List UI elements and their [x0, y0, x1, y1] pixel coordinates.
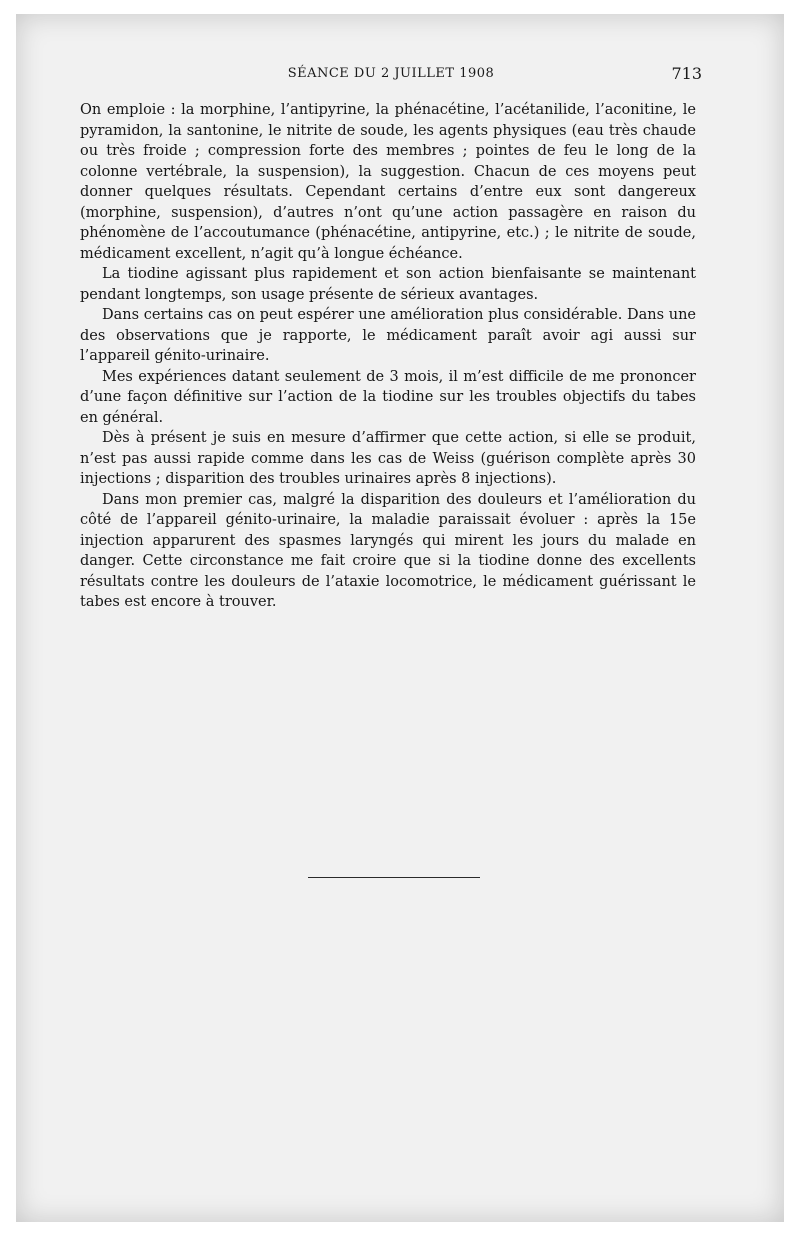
paragraph-first-case: Dans mon premier cas, malgré la disparition des douleurs et l’amélioration du côté de l’appareil génito-urinaire, la maladie paraissait évoluer : après la 15e injection apparurent des spasmes laryngés qui mirent les jours du malade en danger. Cette circonstance me fait croire que si la tiodine donne des excellents résultats contre les douleurs de l’ataxie locomotrice, le médicament guérissant le tabes est encore à trouver.: [80, 491, 696, 610]
page-number: 713: [671, 64, 702, 83]
section-divider-rule: [308, 877, 480, 878]
paragraph-tiodine-advantages: La tiodine agissant plus rapidement et son action bienfaisante se maintenant pendant longtemps, son usage présente de sérieux avantages.: [80, 266, 696, 303]
paragraph-experience-duration: Mes expériences datant seulement de 3 mois, il m’est difficile de me prononcer d’une façon définitive sur l’action de la tiodine sur les troubles objectifs du tabes en général.: [80, 368, 696, 426]
paragraph-treatments: On emploie : la morphine, l’antipyrine, la phénacétine, l’acétanilide, l’aconitine, le pyramidon, la santonine, le nitrite de soude, les agents physiques (eau très chaude ou très froide ; compression forte des membres ; pointes de feu le long de la colonne vertébrale, la suspension), la suggestion. Chacun de ces moyens peut donner quelques résultats. Cependant certains d’entre eux sont dangereux (morphine, suspension), d’autres n’ont qu’une action passagère en raison du phénomène de l’accoutumance (phénacétine, antipyrine, etc.) ; le nitrite de soude, médicament excellent, n’agit qu’à longue échéance.: [80, 102, 696, 262]
running-title: SÉANCE DU 2 JUILLET 1908: [287, 66, 495, 81]
paragraph-improvement: Dans certains cas on peut espérer une amélioration plus considérable. Dans une des observations que je rapporte, le médicament paraît avoir agi aussi sur l’appareil génito-urinaire.: [80, 307, 696, 364]
running-head: [80, 62, 702, 86]
body-text: [80, 100, 696, 613]
paragraph-weiss-comparison: Dès à présent je suis en mesure d’affirmer que cette action, si elle se produit, n’est pas aussi rapide comme dans les cas de Weiss (guérison complète après 30 injections ; disparition des troubles urinaires après 8 injections).: [80, 430, 696, 487]
